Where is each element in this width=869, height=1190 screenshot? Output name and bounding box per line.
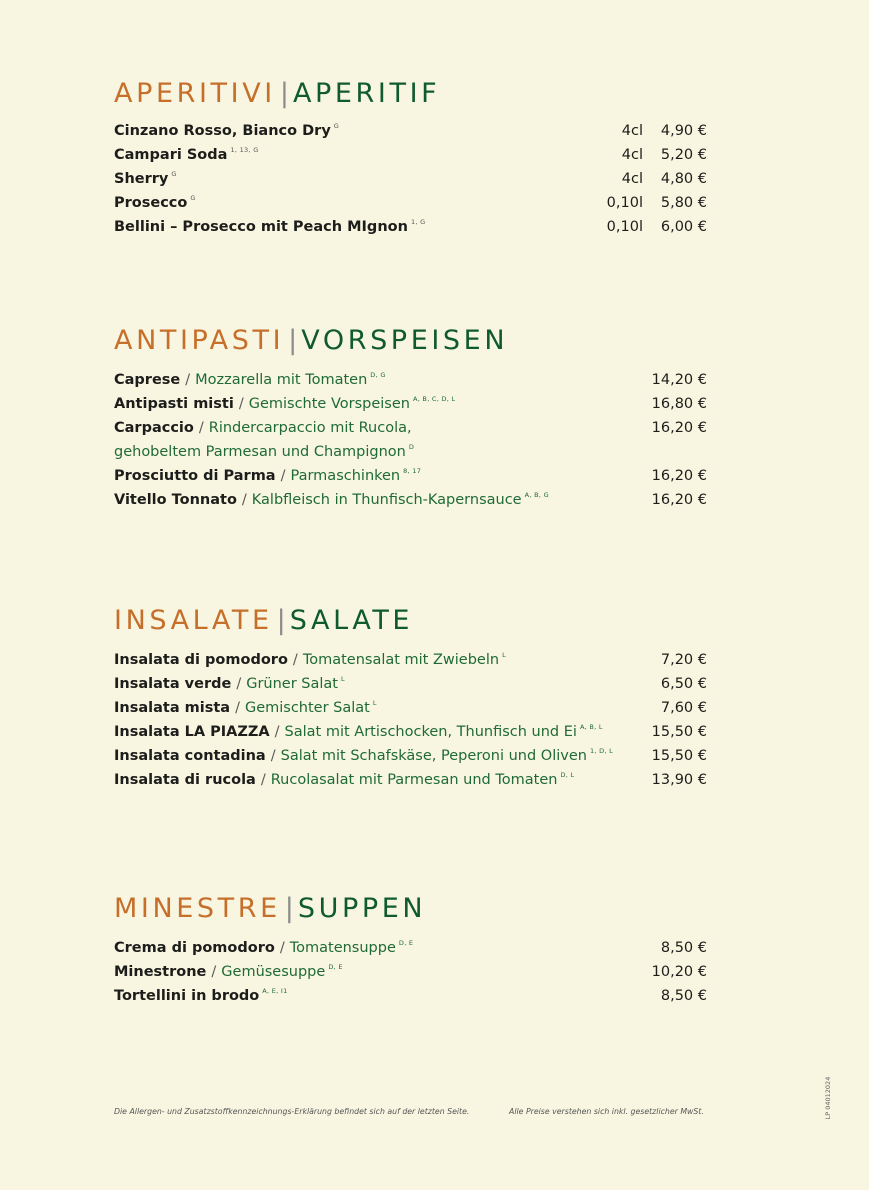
item-price: 6,00 €	[660, 219, 707, 235]
item-price: 4,90 €	[660, 123, 707, 139]
allergen-codes: D, G	[370, 371, 386, 379]
heading-separator: |	[276, 605, 286, 636]
item-translation: Tomatensuppe	[289, 940, 396, 956]
allergen-codes: G	[333, 122, 340, 130]
item-translation: Grüner Salat	[246, 676, 338, 692]
menu-item	[114, 167, 707, 191]
item-translation: Gemüsesuppe	[221, 964, 326, 980]
item-name: Prosciutto di Parma	[114, 468, 276, 484]
menu-item	[114, 143, 707, 167]
menu-item	[114, 720, 707, 744]
item-translation: Parmaschinken	[290, 468, 401, 484]
item-name: Insalata di rucola	[114, 772, 256, 788]
item-name: Sherry	[114, 171, 169, 187]
section-heading	[114, 324, 707, 358]
item-price: 6,50 €	[660, 676, 707, 692]
menu-item	[114, 744, 707, 768]
item-translation: Tomatensalat mit Zwiebeln	[302, 652, 500, 668]
item-name: Bellini – Prosecco mit Peach MIgnon	[114, 219, 408, 235]
menu-item	[114, 648, 707, 672]
item-price: 5,80 €	[660, 195, 707, 211]
menu-item	[114, 368, 707, 392]
item-name: Campari Soda	[114, 147, 228, 163]
item-translation: Salat mit Schafskäse, Peperoni und Oliven	[280, 748, 587, 764]
menu-item	[114, 672, 707, 696]
allergen-codes: 8, 17	[403, 467, 422, 475]
item-price: 15,50 €	[651, 724, 707, 740]
item-price: 16,20 €	[651, 468, 707, 484]
section-aperitivi	[114, 77, 707, 239]
menu-item	[114, 984, 707, 1008]
item-translation-line2: gehobeltem Parmesan und Champignon	[114, 444, 406, 460]
allergen-codes: L	[502, 651, 506, 659]
item-volume: 0,10l	[606, 219, 643, 235]
item-price: 8,50 €	[660, 988, 707, 1004]
allergen-codes: D, E	[328, 963, 343, 971]
name-separator: /	[235, 700, 240, 716]
item-name: Crema di pomodoro	[114, 940, 275, 956]
allergen-codes: 1, G	[410, 218, 426, 226]
item-volume: 4cl	[621, 123, 643, 139]
name-separator: /	[238, 396, 244, 412]
item-translation: Kalbfleisch in Thunfisch-Kapernsauce	[251, 492, 522, 508]
name-separator: /	[211, 964, 217, 980]
allergen-codes: L	[340, 675, 345, 683]
item-price: 15,50 €	[651, 748, 707, 764]
name-separator: /	[279, 940, 285, 956]
item-translation: Rucolasalat mit Parmesan und Tomaten	[270, 772, 558, 788]
item-name: Insalata verde	[114, 676, 232, 692]
heading-german: SUPPEN	[297, 893, 427, 924]
heading-italian: APERITIVI	[114, 78, 276, 109]
allergen-codes: D, E	[398, 939, 414, 947]
allergen-codes: G	[190, 194, 196, 202]
allergen-codes: G	[171, 170, 177, 178]
heading-separator: |	[279, 78, 289, 109]
heading-german: APERITIF	[292, 78, 441, 109]
heading-italian: MINESTRE	[114, 893, 281, 924]
name-separator: /	[185, 372, 191, 388]
name-separator: /	[292, 652, 298, 668]
item-name: Insalata di pomodoro	[114, 652, 288, 668]
item-name: Carpaccio	[114, 420, 194, 436]
item-price: 14,20 €	[651, 372, 707, 388]
item-volume: 4cl	[621, 171, 643, 187]
menu-item	[114, 696, 707, 720]
heading-separator: |	[288, 325, 298, 356]
allergen-codes: A, B, G	[524, 491, 549, 499]
item-name: Cinzano Rosso, Bianco Dry	[114, 123, 331, 139]
item-price: 10,20 €	[651, 964, 707, 980]
item-price: 8,50 €	[660, 940, 707, 956]
menu-item	[114, 416, 707, 464]
item-translation: Rindercarpaccio mit Rucola,	[208, 420, 412, 436]
heading-german: VORSPEISEN	[301, 325, 509, 356]
item-translation: Salat mit Artischocken, Thunfisch und Ei	[284, 724, 577, 740]
name-separator: /	[274, 724, 280, 740]
section-minestre	[114, 892, 707, 1008]
section-heading	[114, 604, 707, 638]
allergen-codes: D, L	[560, 771, 575, 779]
item-price: 7,60 €	[660, 700, 707, 716]
heading-separator: |	[284, 893, 294, 924]
name-separator: /	[236, 676, 242, 692]
allergen-codes: L	[372, 699, 377, 707]
menu-item	[114, 191, 707, 215]
name-separator: /	[260, 772, 266, 788]
item-price: 16,20 €	[651, 492, 707, 508]
section-antipasti	[114, 324, 707, 512]
document-code: LP 04012024	[824, 1076, 832, 1120]
section-heading	[114, 77, 707, 111]
allergen-codes: A, E, I1	[262, 987, 288, 995]
item-name: Tortellini in brodo	[114, 988, 260, 1004]
menu-item	[114, 936, 707, 960]
section-heading	[114, 892, 707, 926]
item-name: Antipasti misti	[114, 396, 234, 412]
section-insalate	[114, 604, 707, 792]
item-translation: Gemischter Salat	[244, 700, 370, 716]
price-note: Alle Preise verstehen sich inkl. gesetzlicher MwSt.	[509, 1107, 704, 1116]
allergen-codes: 1, 13, G	[230, 146, 259, 154]
item-name: Caprese	[114, 372, 181, 388]
menu-item	[114, 392, 707, 416]
item-translation: Gemischte Vorspeisen	[248, 396, 410, 412]
item-translation: Mozzarella mit Tomaten	[195, 372, 368, 388]
menu-item	[114, 119, 707, 143]
name-separator: /	[270, 748, 276, 764]
allergen-note: Die Allergen- und Zusatzstoffkennzeichnungs-Erklärung befindet sich auf der letzten Seite.	[114, 1107, 470, 1116]
menu-item	[114, 488, 707, 512]
item-price: 16,20 €	[651, 420, 707, 436]
allergen-codes: A, B, L	[579, 723, 603, 731]
heading-italian: ANTIPASTI	[114, 325, 285, 356]
item-price: 16,80 €	[651, 396, 707, 412]
item-volume: 0,10l	[606, 195, 643, 211]
name-separator: /	[241, 492, 247, 508]
menu-item	[114, 215, 707, 239]
item-name: Insalata contadina	[114, 748, 266, 764]
name-separator: /	[280, 468, 286, 484]
allergen-codes: A, B, C, D, L	[412, 395, 456, 403]
item-price: 13,90 €	[651, 772, 707, 788]
item-name: Minestrone	[114, 964, 207, 980]
item-name: Vitello Tonnato	[114, 492, 237, 508]
item-name: Insalata mista	[114, 700, 231, 716]
menu-item	[114, 768, 707, 792]
item-price: 5,20 €	[660, 147, 707, 163]
menu-item	[114, 464, 707, 488]
item-price: 4,80 €	[660, 171, 707, 187]
allergen-codes: 1, D, L	[589, 747, 614, 755]
item-name: Insalata LA PIAZZA	[114, 724, 270, 740]
item-name: Prosecco	[114, 195, 188, 211]
heading-italian: INSALATE	[114, 605, 273, 636]
menu-item	[114, 960, 707, 984]
item-volume: 4cl	[621, 147, 643, 163]
name-separator: /	[198, 420, 204, 436]
heading-german: SALATE	[289, 605, 414, 636]
item-price: 7,20 €	[660, 652, 707, 668]
allergen-codes: D	[408, 443, 415, 451]
